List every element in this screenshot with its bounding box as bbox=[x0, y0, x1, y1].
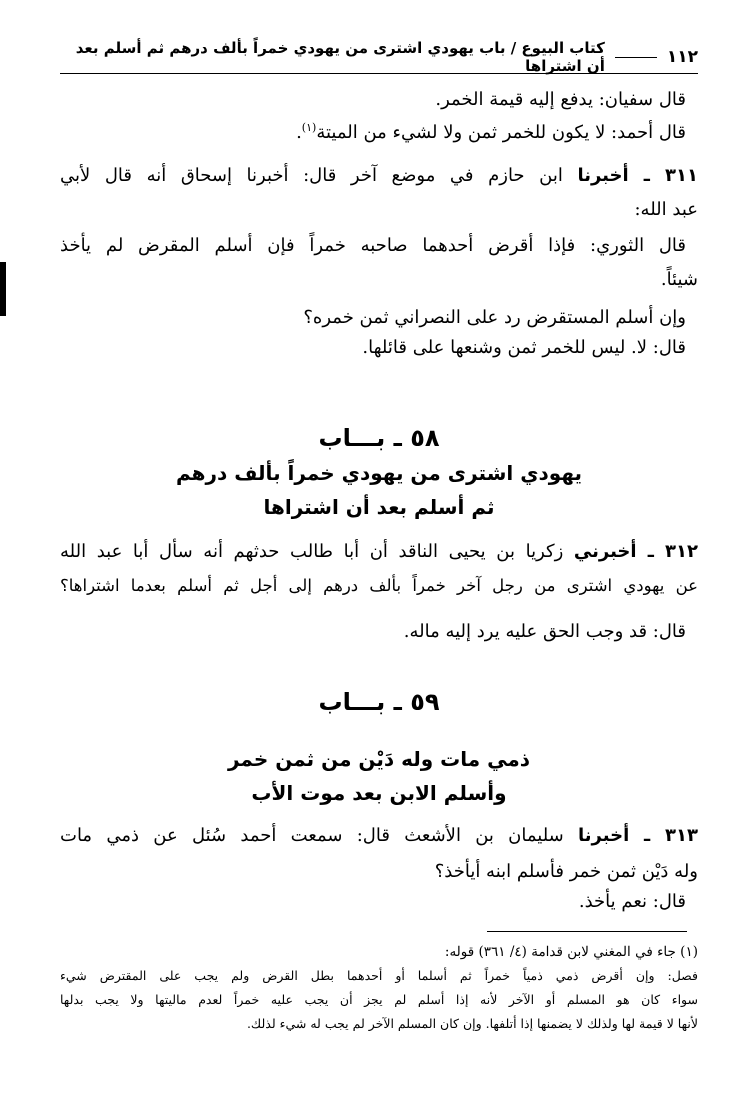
hadith-312 bbox=[60, 538, 698, 646]
text-line: قال: قد وجب الحق عليه يرد إليه ماله. bbox=[403, 621, 686, 642]
text-line bbox=[60, 822, 698, 858]
running-header bbox=[60, 38, 698, 75]
text-line: قال: لا. ليس للخمر ثمن وشنعها على قائلها. bbox=[362, 337, 686, 358]
header-dash bbox=[615, 57, 657, 58]
footnote-line: سواء كان هو المسلم أو الآخر لأنه إذا أسلم لم يجز أن يجب عليه خمراً لعدم ماليتها ولا يجب بدلها bbox=[60, 992, 698, 1007]
text-line: وله دَيْن ثمن خمر فأسلم ابنه أيأخذ؟ bbox=[434, 861, 698, 882]
line-text: زكريا بن يحيى الناقد أن أبا طالب حدثهم أنه سأل أبا عبد الله bbox=[60, 541, 564, 562]
text-line: قال الثوري: فإذا أقرض أحدهما صاحبه خمراً فإن أسلم المقرض لم يأخذ bbox=[60, 235, 686, 256]
footnotes bbox=[60, 940, 698, 1036]
line-text: ابن حازم في موضع آخر قال: أخبرنا إسحاق أنه قال لأبي bbox=[60, 165, 563, 186]
chapter-heading: ٥٩ ـ بـــاب bbox=[318, 688, 440, 716]
text-line: عن يهودي اشترى من رجل آخر خمراً بألف درهم إلى أجل ثم أسلم بعدما اشتراها؟ bbox=[60, 576, 698, 595]
chapter-heading: ٥٨ ـ بـــاب bbox=[318, 424, 440, 452]
footnote-line: (١) جاء في المغني لابن قدامة (٤/ ٣٦١) قوله: bbox=[444, 944, 698, 960]
hadith-313 bbox=[60, 822, 698, 916]
hadith-311 bbox=[60, 162, 698, 362]
hadith-number: ٣١٣ ـ أخبرنا bbox=[578, 825, 698, 846]
line-text: قال أحمد: لا يكون للخمر ثمن ولا لشيء من الميتة bbox=[316, 122, 686, 143]
footnote-line: لأنها لا قيمة لها ولذلك لا يضمنها إذا أتلفها. وإن كان المسلم الآخر لم يجب له شيء لذلك. bbox=[246, 1016, 698, 1031]
chapter-title: ثم أسلم بعد أن اشتراها bbox=[263, 495, 495, 519]
page-number: ١١٢ bbox=[666, 46, 698, 67]
text-line bbox=[60, 538, 698, 572]
line-end: . bbox=[296, 122, 302, 143]
chapter-title: ذمي مات وله دَيْن من ثمن خمر bbox=[227, 747, 531, 771]
text-line: وإن أسلم المستقرض رد على النصراني ثمن خمره؟ bbox=[303, 307, 686, 328]
text-line: قال سفيان: يدفع إليه قيمة الخمر. bbox=[435, 89, 686, 110]
text-line: عبد الله: bbox=[634, 199, 698, 220]
text-line bbox=[60, 114, 698, 147]
chapter-title: وأسلم الابن بعد موت الأب bbox=[251, 781, 507, 805]
text-line: قال: نعم يأخذ. bbox=[578, 891, 686, 912]
hadith-number: ٣١٢ ـ أخبرني bbox=[573, 541, 698, 562]
header-title: كتاب البيوع / باب يهودي اشترى من يهودي خمراً بألف درهم ثم أسلم بعد أن اشتراها bbox=[75, 38, 605, 75]
footnote-ref[interactable]: (١) bbox=[301, 121, 317, 134]
line-text: سليمان بن الأشعث قال: سمعت أحمد سُئل عن ذمي مات bbox=[60, 825, 564, 846]
margin-mark bbox=[0, 262, 6, 316]
chapter-title: يهودي اشترى من يهودي خمراً بألف درهم bbox=[175, 461, 583, 485]
top-passage bbox=[60, 86, 698, 147]
text-line: شيئاً. bbox=[660, 269, 698, 290]
hadith-number: ٣١١ ـ أخبرنا bbox=[577, 165, 699, 186]
footnote-line: فصل: وإن أقرض ذمي ذمياً خمراً ثم أسلما أو أحدهما بطل القرض ولم يجب على المقترض شيء bbox=[60, 968, 698, 983]
text-line bbox=[60, 162, 698, 196]
footnote-divider bbox=[487, 931, 687, 932]
